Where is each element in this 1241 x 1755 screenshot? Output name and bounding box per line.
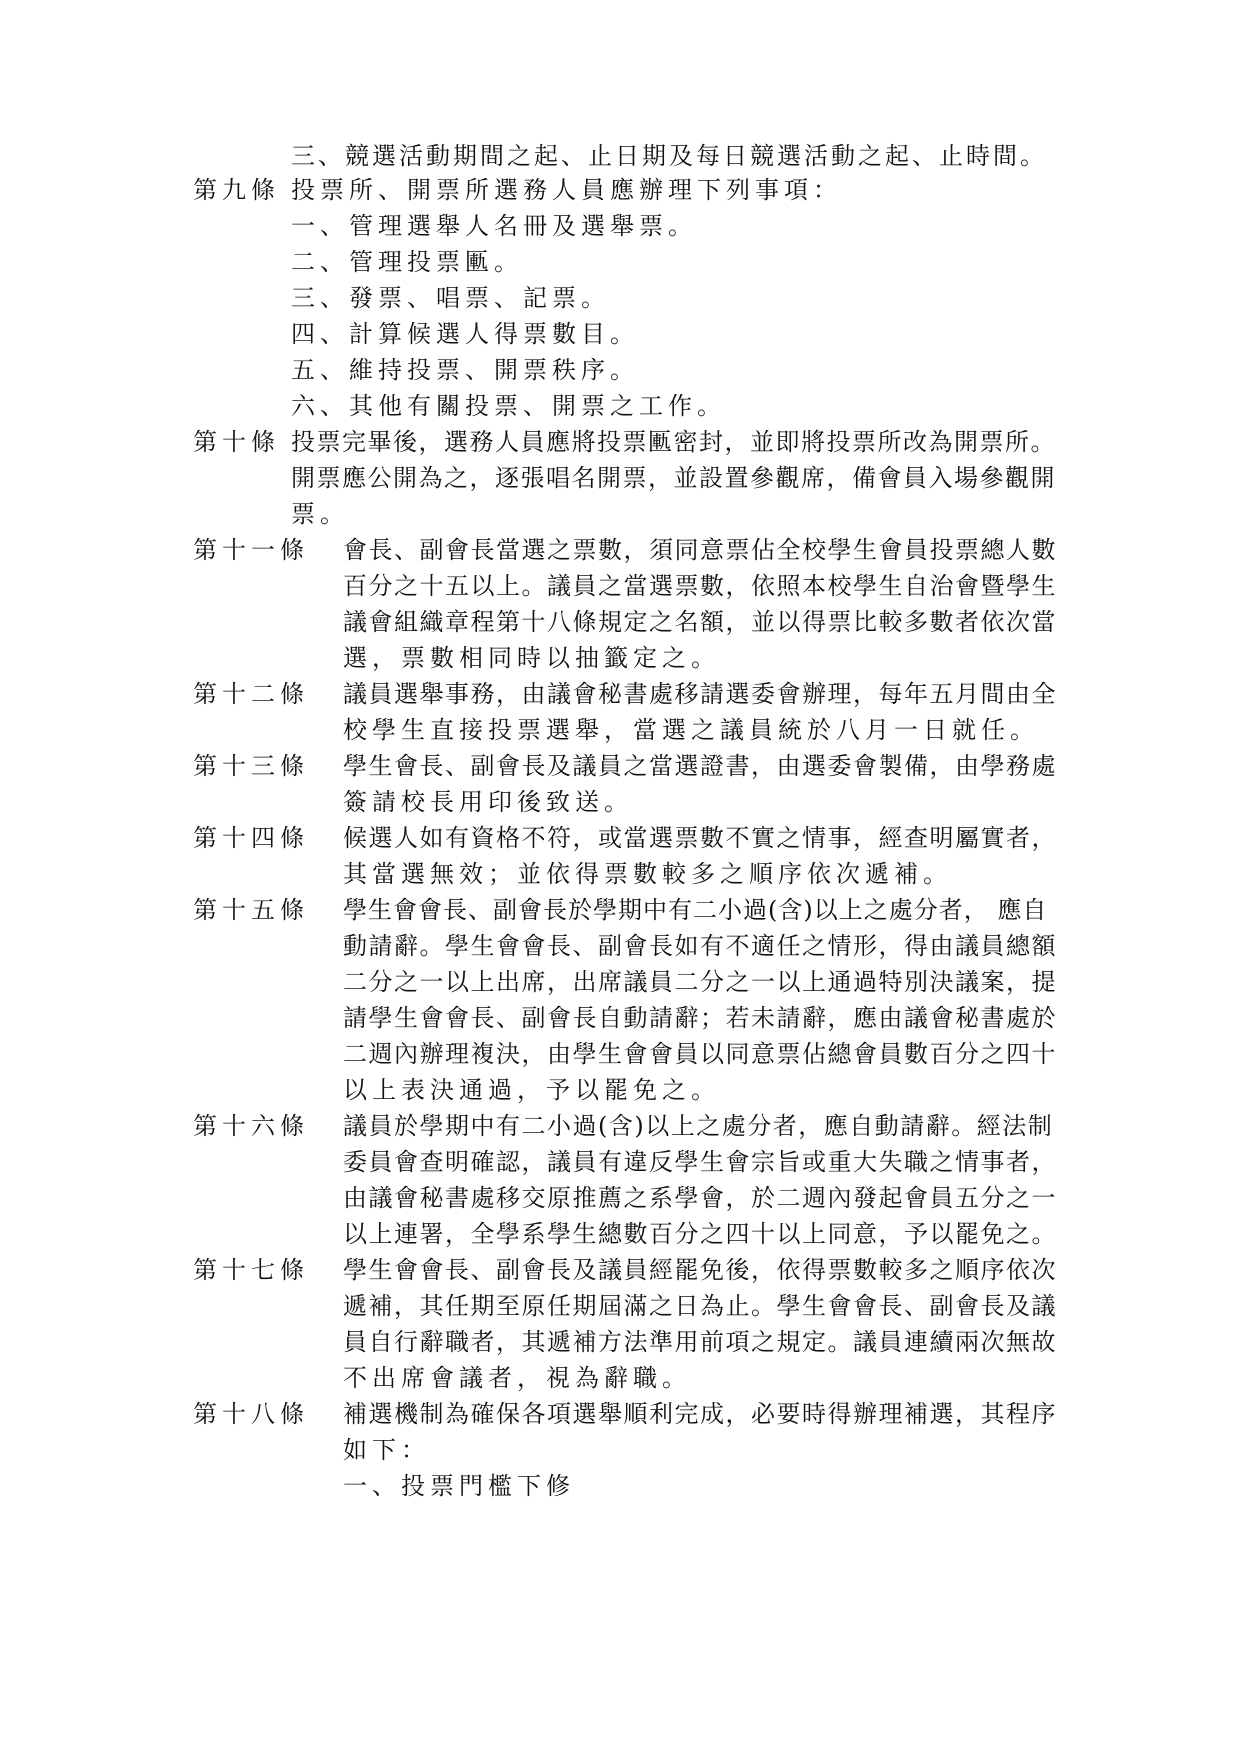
article-14-label: 第十四條 [193, 824, 309, 852]
article-15-line: 請學生會會長、副會長自動請辭；若未請辭，應由議會秘書處於 [343, 1004, 1057, 1032]
article-17-label: 第十七條 [193, 1256, 309, 1284]
article-10-line: 投票完畢後，選務人員應將投票匭密封，並即將投票所改為開票所。 [291, 428, 1056, 456]
article-9-label: 第九條 [193, 176, 280, 204]
article-12-line: 議員選舉事務，由議會秘書處移請選委會辦理，每年五月間由全 [343, 680, 1057, 708]
article-13-label: 第十三條 [193, 752, 309, 780]
article-15-line: 學生會會長、副會長於學期中有二小過(含)以上之處分者， 應自 [343, 896, 1048, 924]
article-14-line: 其當選無效；並依得票數較多之順序依次遞補。 [343, 860, 952, 888]
list-item: 五、維持投票、開票秩序。 [291, 356, 639, 384]
article-12-line: 校學生直接投票選舉，當選之議員統於八月一日就任。 [343, 716, 1039, 744]
article-11-line: 選，票數相同時以抽籤定之。 [343, 644, 720, 672]
list-item: 六、其他有關投票、開票之工作。 [291, 392, 726, 420]
article-17-line: 遞補，其任期至原任期屆滿之日為止。學生會會長、副會長及議 [343, 1292, 1057, 1320]
article-10-line: 開票應公開為之，逐張唱名開票，並設置參觀席，備會員入場參觀開 [291, 464, 1056, 492]
article-15-line: 二分之一以上出席，出席議員二分之一以上通過特別決議案，提 [343, 968, 1057, 996]
article-14-line: 候選人如有資格不符，或當選票數不實之情事，經查明屬實者， [343, 824, 1057, 852]
article-9-text: 投票所、開票所選務人員應辦理下列事項： [291, 176, 842, 204]
article-11-line: 會長、副會長當選之票數，須同意票佔全校學生會員投票總人數 [343, 536, 1057, 564]
list-item: 三、發票、唱票、記票。 [291, 284, 610, 312]
article-18-line: 補選機制為確保各項選舉順利完成，必要時得辦理補選，其程序 [343, 1400, 1057, 1428]
article-16-label: 第十六條 [193, 1112, 309, 1140]
article-16-line: 委員會查明確認，議員有違反學生會宗旨或重大失職之情事者， [343, 1148, 1057, 1176]
article-17-line: 學生會會長、副會長及議員經罷免後，依得票數較多之順序依次 [343, 1256, 1057, 1284]
article-15-label: 第十五條 [193, 896, 309, 924]
article-18-line: 如下： [343, 1436, 430, 1464]
article-13-line: 簽請校長用印後致送。 [343, 788, 633, 816]
article-15-line: 動請辭。學生會會長、副會長如有不適任之情形，得由議員總額 [343, 932, 1057, 960]
article-16-line: 議員於學期中有二小過(含)以上之處分者，應自動請辭。經法制 [343, 1112, 1054, 1140]
list-item: 四、計算候選人得票數目。 [291, 320, 639, 348]
list-item: 三、競選活動期間之起、止日期及每日競選活動之起、止時間。 [291, 142, 1047, 170]
article-18-label: 第十八條 [193, 1400, 309, 1428]
article-16-line: 以上連署，全學系學生總數百分之四十以上同意，予以罷免之。 [343, 1220, 1057, 1248]
article-15-line: 以上表決通過，予以罷免之。 [343, 1076, 720, 1104]
list-item: 二、管理投票匭。 [291, 248, 523, 276]
article-10-label: 第十條 [193, 428, 280, 456]
article-13-line: 學生會長、副會長及議員之當選證書，由選委會製備，由學務處 [343, 752, 1057, 780]
list-item: 一、管理選舉人名冊及選舉票。 [291, 212, 697, 240]
article-17-line: 不出席會議者，視為辭職。 [343, 1364, 691, 1392]
article-11-label: 第十一條 [193, 536, 309, 564]
list-item: 一、投票門檻下修 [343, 1472, 575, 1500]
article-12-label: 第十二條 [193, 680, 309, 708]
article-10-line: 票。 [291, 500, 349, 528]
article-17-line: 員自行辭職者，其遞補方法準用前項之規定。議員連續兩次無故 [343, 1328, 1057, 1356]
article-11-line: 議會組織章程第十八條規定之名額，並以得票比較多數者依次當 [343, 608, 1057, 636]
article-15-line: 二週內辦理複決，由學生會會員以同意票佔總會員數百分之四十 [343, 1040, 1057, 1068]
article-16-line: 由議會秘書處移交原推薦之系學會，於二週內發起會員五分之一 [343, 1184, 1057, 1212]
article-11-line: 百分之十五以上。議員之當選票數，依照本校學生自治會暨學生 [343, 572, 1057, 600]
